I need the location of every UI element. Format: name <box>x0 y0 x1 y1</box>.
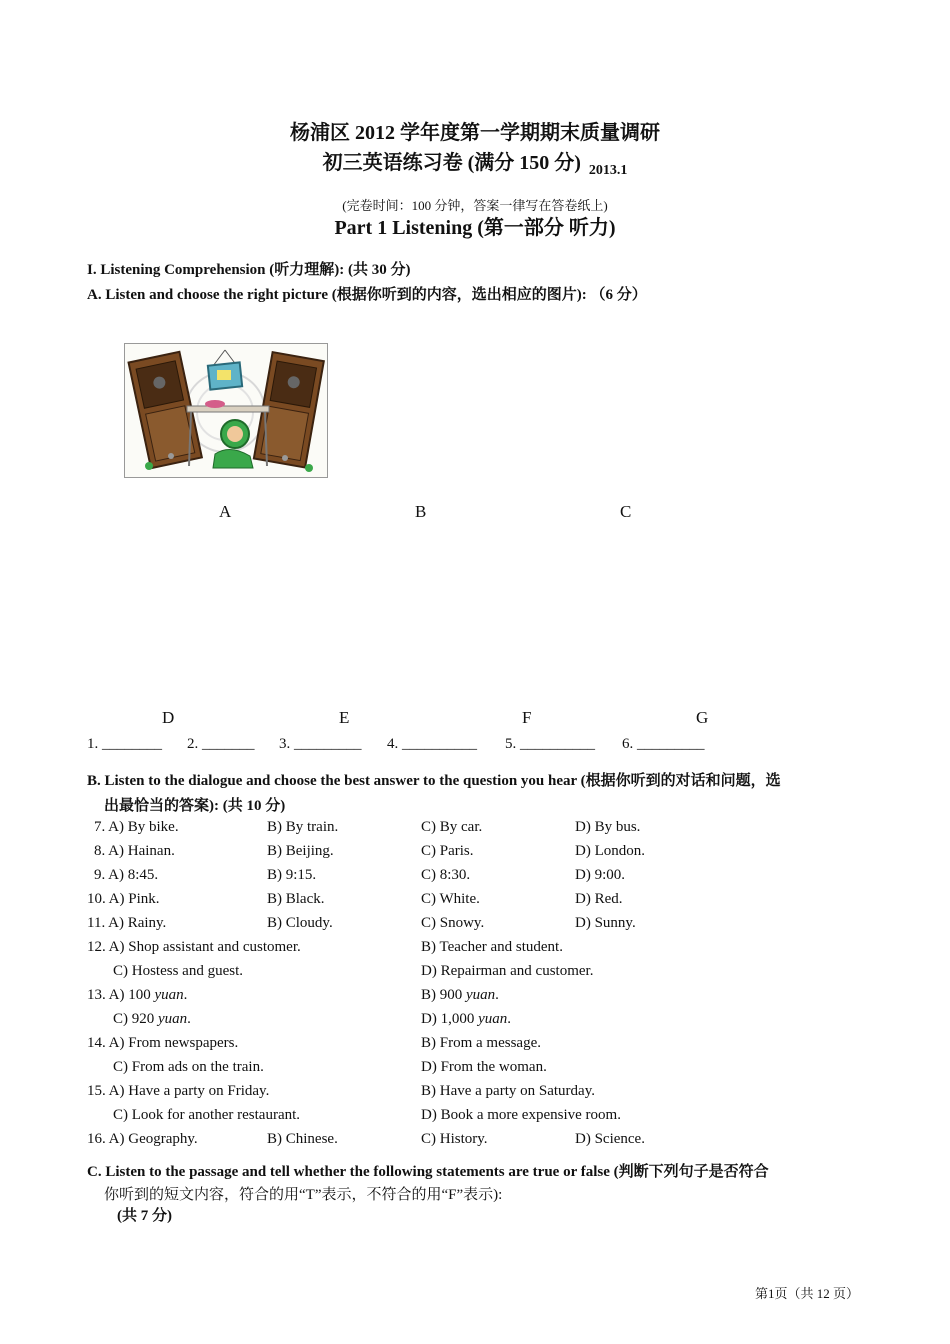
period: . <box>507 1011 511 1027</box>
period: . <box>495 987 499 1003</box>
exam-time-note: (完卷时间：100 分钟，答案一律写在答卷纸上) <box>342 198 608 213</box>
picture-label-c: C <box>620 502 632 521</box>
exam-title-line2-wrap <box>0 146 950 178</box>
question-8: 8. A) Hainan. <box>94 843 175 859</box>
question-11: 11. A) Rainy. <box>87 915 167 931</box>
page-number: 第1页（共 12 页） <box>755 1286 860 1301</box>
option-text: D) 1,000 <box>421 1011 479 1027</box>
earthquake-scene-image <box>125 344 327 477</box>
unit-text: yuan <box>466 987 496 1003</box>
option-c: C) White. <box>421 891 480 907</box>
picture-label-b: B <box>415 502 427 521</box>
picture-label-g: G <box>696 708 709 727</box>
option-c: C) Paris. <box>421 843 474 859</box>
exam-title-line1: 杨浦区 2012 学年度第一学期期末质量调研 <box>290 122 660 144</box>
option-d: D) 9:00. <box>575 867 625 883</box>
option-d: D) From the woman. <box>421 1059 547 1075</box>
picture-label-a: A <box>219 502 232 521</box>
answer-blank-1: 1. ________ <box>87 736 162 752</box>
unit-text: yuan <box>154 987 184 1003</box>
answer-blank-3: 3. _________ <box>279 736 362 752</box>
period: . <box>187 1011 191 1027</box>
option-b: B) Black. <box>267 891 325 907</box>
option-d: D) London. <box>575 843 645 859</box>
option-d: D) Sunny. <box>575 915 636 931</box>
section-c-heading: C. Listen to the passage and tell whether the following statements are true or false (判断下列句子是否符合 <box>87 1164 769 1180</box>
answer-blank-2: 2. _______ <box>187 736 255 752</box>
option-b: B) From a message. <box>421 1035 541 1051</box>
picture-label-f: F <box>522 708 532 727</box>
question-9: 9. A) 8:45. <box>94 867 159 883</box>
question-10: 10. A) Pink. <box>87 891 160 907</box>
answer-blank-4: 4. __________ <box>387 736 477 752</box>
option-c <box>113 1011 191 1028</box>
option-b: B) Have a party on Saturday. <box>421 1083 595 1099</box>
unit-text: yuan <box>158 1011 188 1027</box>
option-b: B) Cloudy. <box>267 915 333 931</box>
section-b-heading-cont: 出最恰当的答案): (共 10 分) <box>104 798 286 814</box>
option-b <box>421 987 499 1004</box>
option-d <box>421 1011 511 1028</box>
question-12: 12. A) Shop assistant and customer. <box>87 939 301 955</box>
option-c: C) By car. <box>421 819 483 835</box>
option-b: B) Beijing. <box>267 843 334 859</box>
option-b: B) By train. <box>267 819 339 835</box>
option-b: B) Teacher and student. <box>421 939 563 955</box>
unit-text: yuan <box>478 1011 508 1027</box>
exam-date: 2013.1 <box>588 163 628 178</box>
option-c: C) From ads on the train. <box>113 1059 264 1075</box>
question-14: 14. A) From newspapers. <box>87 1035 239 1051</box>
option-d: D) Red. <box>575 891 623 907</box>
section-c-heading-cont: 你听到的短文内容，符合的用“T”表示，不符合的用“F”表示): <box>104 1187 503 1203</box>
option-c: C) History. <box>421 1131 488 1147</box>
option-b: B) 9:15. <box>267 867 317 883</box>
section-heading: I. Listening Comprehension (听力理解): (共 30 分) <box>87 262 411 278</box>
option-c: C) Look for another restaurant. <box>113 1107 301 1123</box>
period: . <box>183 987 188 1003</box>
picture-label-e: E <box>339 708 350 727</box>
option-c: C) Snowy. <box>421 915 485 931</box>
option-c: C) 8:30. <box>421 867 471 883</box>
part-title: Part 1 Listening (第一部分 听力) <box>334 217 616 239</box>
picture-a-illustration <box>124 343 328 478</box>
section-c-score: (共 7 分) <box>117 1208 172 1224</box>
picture-label-d: D <box>162 708 175 727</box>
question-15: 15. A) Have a party on Friday. <box>87 1083 270 1099</box>
option-b: B) Chinese. <box>267 1131 338 1147</box>
option-text: 13. A) 100 <box>87 987 155 1003</box>
option-text: B) 900 <box>421 987 466 1003</box>
question-16: 16. A) Geography. <box>87 1131 198 1147</box>
answer-blank-5: 5. __________ <box>505 736 595 752</box>
option-d: D) Book a more expensive room. <box>421 1107 621 1123</box>
option-text: C) 920 <box>113 1011 158 1027</box>
answer-blank-6: 6. _________ <box>622 736 705 752</box>
option-c: C) Hostess and guest. <box>113 963 243 979</box>
question-13 <box>87 987 187 1004</box>
section-b-heading: B. Listen to the dialogue and choose the best answer to the question you hear (根据你听到的对话和问题，选 <box>87 773 781 789</box>
section-a-heading: A. Listen and choose the right picture (根据你听到的内容，选出相应的图片): （6 分） <box>87 287 647 303</box>
question-7: 7. A) By bike. <box>94 819 179 835</box>
option-d: D) Science. <box>575 1131 645 1147</box>
exam-title-line2: 初三英语练习卷 (满分 150 分) <box>322 152 581 174</box>
option-d: D) Repairman and customer. <box>421 963 594 979</box>
option-d: D) By bus. <box>575 819 641 835</box>
